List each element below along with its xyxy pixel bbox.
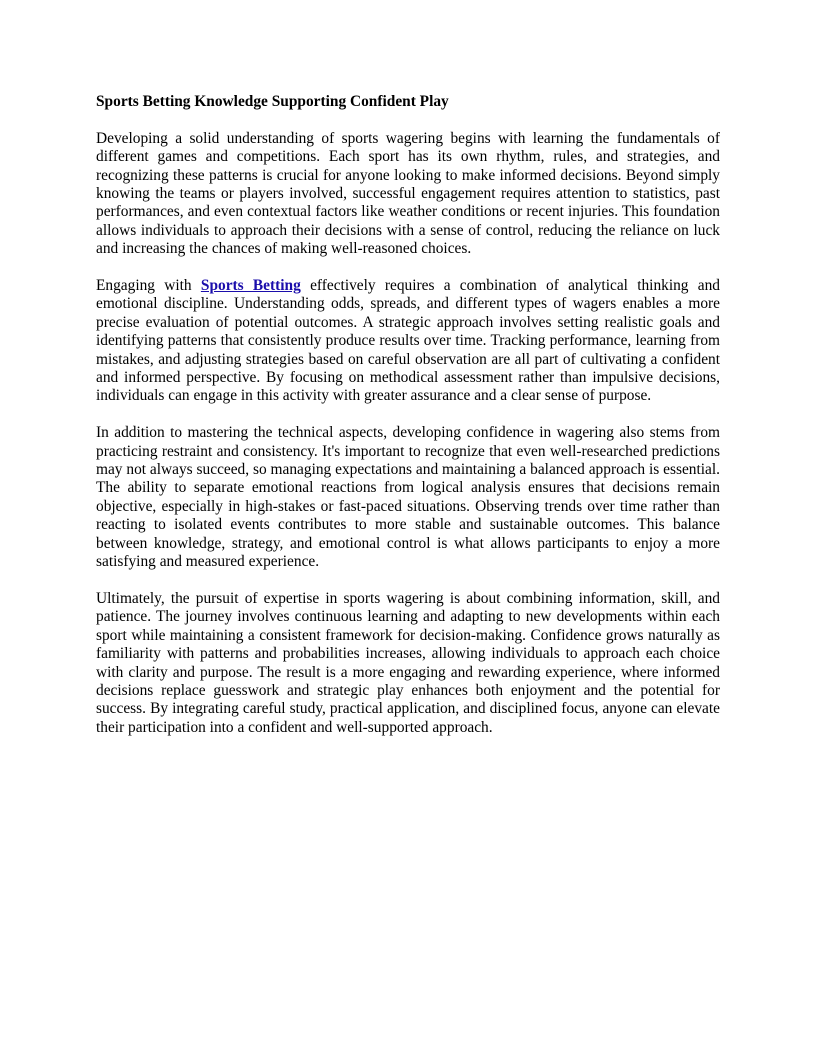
document-title: Sports Betting Knowledge Supporting Confident Play: [96, 93, 449, 110]
paragraph-3: In addition to mastering the technical aspects, developing confidence in wagering also stems from practicing restraint and consistency. It's important to recognize that even well-researched predictions may not always succeed, so managing expectations and maintaining a balanced approach is essential. The ability to separate emotional reactions from logical analysis ensures that decisions remain objective, especially in high-stakes or fast-paced situations. Observing trends over time rather than reacting to isolated events contributes to more stable and sustainable outcomes. This balance between knowledge, strategy, and emotional control is what allows participants to enjoy a more satisfying and measured experience.: [96, 424, 720, 571]
paragraph-2-text-after: effectively requires a combination of analytical thinking and emotional discipline. Understanding odds, spreads, and different types of wagers enables a more precise evaluation of potential outcomes. A strategic approach involves setting realistic goals and identifying patterns that consistently produce results over time. Tracking performance, learning from mistakes, and adjusting strategies based on careful observation are all part of cultivating a confident and informed perspective. By focusing on methodical assessment rather than impulsive decisions, individuals can engage in this activity with greater assurance and a clear sense of purpose.: [96, 277, 720, 405]
document-page: [96, 93, 720, 756]
sports-betting-link[interactable]: Sports Betting: [200, 277, 301, 295]
paragraph-1: Developing a solid understanding of sports wagering begins with learning the fundamentals of different games and competitions. Each sport has its own rhythm, rules, and strategies, and recognizing these patterns is crucial for anyone looking to make informed decisions. Beyond simply knowing the teams or players involved, successful engagement requires attention to statistics, past performances, and even contextual factors like weather conditions or recent injuries. This foundation allows individuals to approach their decisions with a sense of control, reducing the reliance on luck and increasing the chances of making well-reasoned choices.: [96, 129, 720, 258]
paragraph-2-text-before: Engaging with: [96, 277, 201, 295]
paragraph-4: Ultimately, the pursuit of expertise in sports wagering is about combining information, skill, and patience. The journey involves continuous learning and adapting to new developments within each sport while maintaining a consistent framework for decision-making. Confidence grows naturally as familiarity with patterns and probabilities increases, allowing individuals to approach each choice with clarity and purpose. The result is a more engaging and rewarding experience, where informed decisions replace guesswork and strategic play enhances both enjoyment and the potential for success. By integrating careful study, practical application, and disciplined focus, anyone can elevate their participation into a confident and well-supported approach.: [96, 589, 720, 736]
paragraph-2: [96, 277, 720, 406]
